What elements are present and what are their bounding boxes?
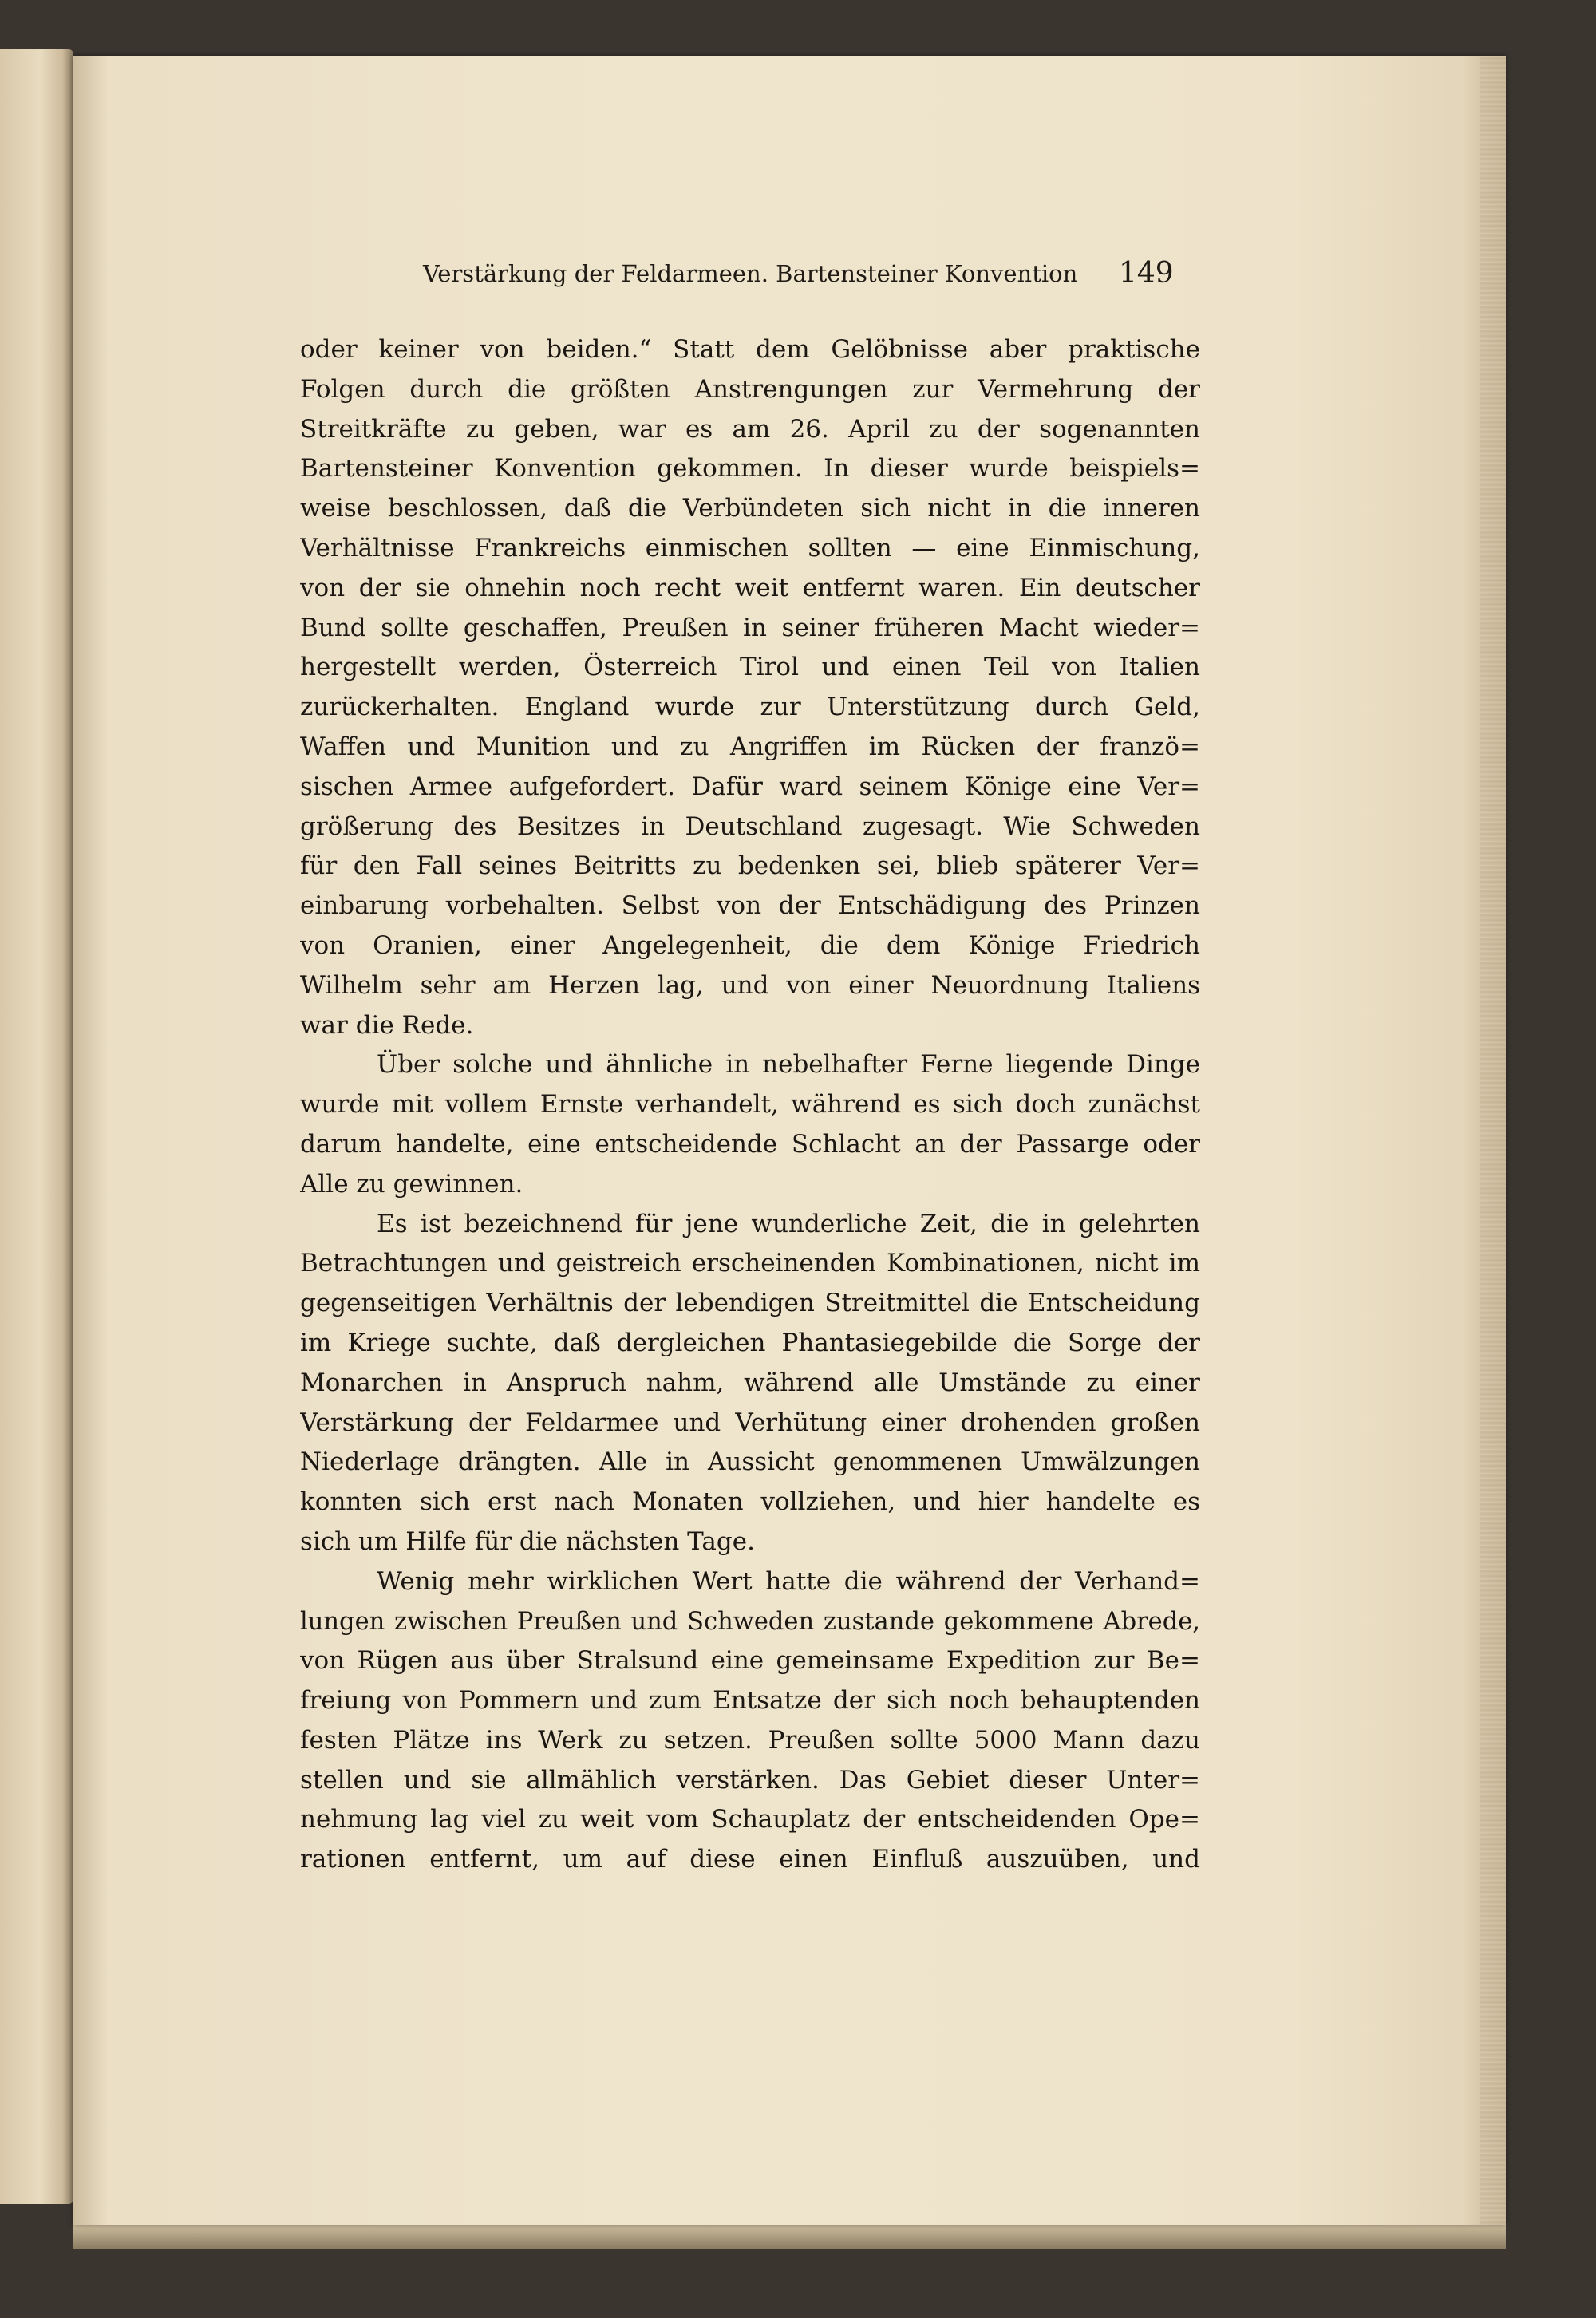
text-line: konnten sich erst nach Monaten vollziehen, und hier handelte es	[300, 1487, 1200, 1517]
body-text	[300, 330, 1200, 1880]
text-line: Verhältnisse Frankreichs einmischen sollten — eine Einmischung,	[300, 533, 1200, 563]
text-line: zurückerhalten. England wurde zur Unterstützung durch Geld,	[300, 693, 1200, 722]
text-line: Folgen durch die größten Anstrengungen zur Vermehrung der	[300, 374, 1200, 404]
text-line: war die Rede.	[300, 1010, 474, 1040]
text-line: Alle zu gewinnen.	[300, 1169, 523, 1198]
text-line: Bund sollte geschaffen, Preußen in seiner früheren Macht wieder=	[300, 613, 1200, 642]
text-line: Waffen und Munition und zu Angriffen im Rücken der franzö=	[300, 732, 1200, 761]
text-line: größerung des Besitzes in Deutschland zugesagt. Wie Schweden	[300, 811, 1200, 841]
text-line: Bartensteiner Konvention gekommen. In dieser wurde beispiels=	[300, 454, 1200, 484]
text-line: stellen und sie allmählich verstärken. Das Gebiet dieser Unter=	[300, 1765, 1200, 1795]
left-page-edge	[0, 49, 73, 2204]
text-line: einbarung vorbehalten. Selbst von der Entschädigung des Prinzen	[300, 891, 1200, 921]
book-bottom-edge	[73, 2225, 1506, 2249]
text-line: von der sie ohnehin noch recht weit entfernt waren. Ein deutscher	[300, 573, 1200, 602]
text-line: sischen Armee aufgefordert. Dafür ward seinem Könige eine Ver=	[300, 772, 1200, 801]
text-line: Über solche und ähnliche in nebelhafter Ferne liegende Dinge	[377, 1050, 1200, 1080]
text-line: Betrachtungen und geistreich erscheinenden Kombinationen, nicht im	[300, 1249, 1200, 1278]
text-line: Niederlage drängten. Alle in Aussicht genommenen Umwälzungen	[300, 1447, 1200, 1477]
text-line: Es ist bezeichnend für jene wunderliche Zeit, die in gelehrten	[377, 1209, 1200, 1238]
text-line: festen Plätze ins Werk zu setzen. Preußen sollte 5000 Mann dazu	[300, 1725, 1200, 1755]
text-line: für den Fall seines Beitritts zu bedenken sei, blieb späterer Ver=	[300, 851, 1200, 881]
text-line: freiung von Pommern und zum Entsatze der sich noch behauptenden	[300, 1686, 1200, 1716]
text-line: Wilhelm sehr am Herzen lag, und von einer Neuordnung Italiens	[300, 970, 1200, 1000]
text-line: darum handelte, eine entscheidende Schlacht an der Passarge oder	[300, 1129, 1200, 1159]
text-line: hergestellt werden, Österreich Tirol und einen Teil von Italien	[300, 653, 1200, 682]
text-line: im Kriege suchte, daß dergleichen Phantasiegebilde die Sorge der	[300, 1328, 1200, 1357]
text-line: nehmung lag viel zu weit vom Schauplatz der entscheidenden Ope=	[300, 1805, 1200, 1834]
text-line: oder keiner von beiden.“ Statt dem Gelöbnisse aber praktische	[300, 335, 1200, 364]
text-line: lungen zwischen Preußen und Schweden zustande gekommene Abrede,	[300, 1607, 1200, 1636]
text-line: Verstärkung der Feldarmee und Verhütung einer drohenden großen	[300, 1408, 1200, 1437]
text-line: rationen entfernt, um auf diese einen Einfluß auszuüben, und	[300, 1845, 1200, 1874]
text-line: Streitkräfte zu geben, war es am 26. April zu der sogenannten	[300, 414, 1200, 444]
page-fore-edge	[1480, 56, 1506, 2225]
text-line: Monarchen in Anspruch nahm, während alle Umstände zu einer	[300, 1368, 1200, 1397]
text-line: Wenig mehr wirklichen Wert hatte die während der Verhand=	[377, 1566, 1200, 1596]
text-line: von Rügen aus über Stralsund eine gemeinsame Expedition zur Be=	[300, 1646, 1200, 1676]
text-line: sich um Hilfe für die nächsten Tage.	[300, 1526, 755, 1556]
running-header: Verstärkung der Feldarmeen. Bartensteiner Konvention	[423, 260, 1078, 287]
text-line: wurde mit vollem Ernste verhandelt, während es sich doch zunächst	[300, 1090, 1200, 1120]
text-line: gegenseitigen Verhältnis der lebendigen Streitmittel die Entscheidung	[300, 1289, 1200, 1318]
text-line: von Oranien, einer Angelegenheit, die dem Könige Friedrich	[300, 930, 1200, 960]
text-line: weise beschlossen, daß die Verbündeten sich nicht in die inneren	[300, 494, 1200, 523]
page-number: 149	[1119, 257, 1174, 290]
